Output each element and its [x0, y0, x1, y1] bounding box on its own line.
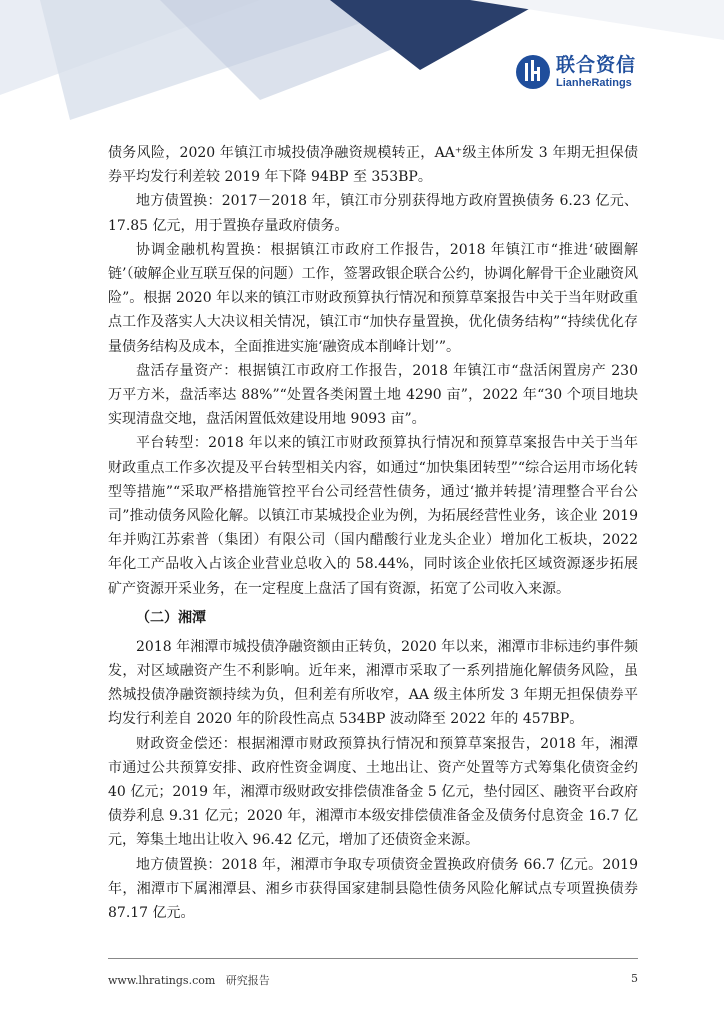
- report-body: [108, 141, 638, 925]
- logo-chinese-name: 联合资信: [556, 53, 637, 76]
- footer-divider: [108, 958, 638, 959]
- footer-doc-type: 研究报告: [225, 974, 270, 987]
- paragraph-zhenjiang-asset-revitalization: 盘活存量资产：根据镇江市政府工作报告，2018 年镇江市“盘活闲置房产 230 万平方米，盘活率达 88%”“处置各类闲置土地 4290 亩”，2022 年“30 个项目地块实现清盘交地，盘活闲置低效建设用地 9093 亩”。: [108, 362, 638, 428]
- paragraph-zhenjiang-debt-swap: 地方债置换：2017－2018 年，镇江市分别获得地方政府置换债务 6.23 亿元、17.85 亿元，用于置换存量政府债务。: [108, 193, 638, 234]
- company-logo: [516, 52, 636, 92]
- logo-english-name: LianheRatings: [556, 76, 632, 89]
- lianhe-logo-icon: [516, 55, 550, 89]
- paragraph-zhenjiang-financial-coordination: 协调金融机构置换：根据镇江市政府工作报告，2018 年镇江市“推进‘破圈解链’（破解企业互联互保的问题）工作，签署政银企联合公约，协调化解骨干企业融资风险”。根据 2020 年以来的镇江市财政预算执行情况和预算草案报告中关于当年财政重点工作及落实人大决议相关情况，镇江市“加快存量置换，优化债务结构”“持续优化存量债务结构及成本，全面推进实施‘融资成本削峰计划’”。: [108, 241, 638, 355]
- paragraph-xiangtan-overview: 2018 年湘潭市城投债净融资额由正转负，2020 年以来，湘潭市非标违约事件频发，对区域融资产生不利影响。近年来，湘潭市采取了一系列措施化解债务风险，虽然城投债净融资额持续为负，但利差有所收窄，AA 级主体所发 3 年期无担保债券平均发行利差自 2020 年的阶段性高点 534BP 波动降至 2022 年的 457BP。: [108, 638, 638, 728]
- paragraph-xiangtan-debt-swap: 地方债置换：2018 年，湘潭市争取专项债资金置换政府债务 66.7 亿元。2019 年，湘潭市下属湘潭县、湘乡市获得国家建制县隐性债务风险化解试点专项置换债券 87.17 亿元。: [108, 856, 638, 922]
- paragraph-zhenjiang-debt-risk: 债务风险，2020 年镇江市城投债净融资规模转正，AA⁺级主体所发 3 年期无担保债券平均发行利差较 2019 年下降 94BP 至 353BP。: [108, 145, 638, 186]
- footer-source: [108, 972, 270, 988]
- section-heading-xiangtan: （二）湘潭: [136, 609, 206, 626]
- footer-website: www.lhratings.com: [108, 974, 216, 987]
- paragraph-zhenjiang-platform-transformation: 平台转型：2018 年以来的镇江市财政预算执行情况和预算草案报告中关于当年财政重点工作多次提及平台转型相关内容，如通过“加快集团转型”“综合运用市场化转型等措施”“采取严格措施管控平台公司经营性债务，通过‘撤并转提’清理整合平台公司”推动债务风险化解。以镇江市某城投企业为例，为拓展经营性业务，该企业 2019 年并购江苏索普（集团）有限公司（国内醋酸行业龙头企业）增加化工板块，2022 年化工产品收入占该企业营业总收入的 58.44%，同时该企业依托区域资源逐步拓展矿产资源开采业务，在一定程度上盘活了国有资源，拓宽了公司收入来源。: [108, 435, 638, 597]
- page-number: 5: [631, 972, 638, 985]
- paragraph-xiangtan-fiscal-repayment: 财政资金偿还：根据湘潭市财政预算执行情况和预算草案报告，2018 年，湘潭市通过公共预算安排、政府性资金调度、土地出让、资产处置等方式筹集化债资金约 40 亿元；2019 年，湘潭市级财政安排偿债准备金 5 亿元，垫付园区、融资平台政府债券利息 9.31 亿元；2020 年，湘潭市本级安排偿债准备金及债务付息资金 16.7 亿元，筹集土地出让收入 96.42 亿元，增加了还债资金来源。: [108, 735, 638, 849]
